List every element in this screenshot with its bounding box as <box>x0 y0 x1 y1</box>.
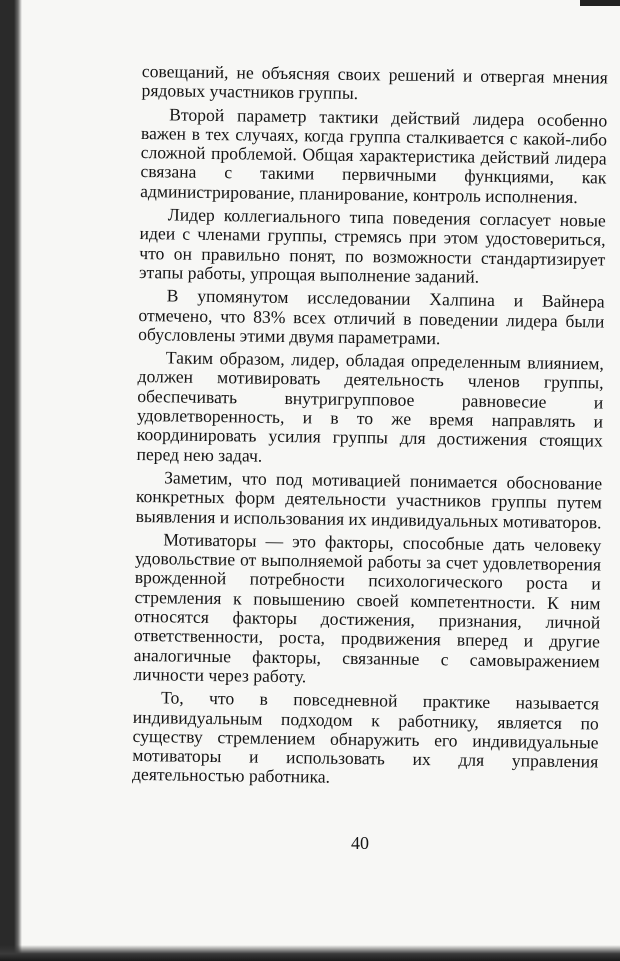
paragraph-8: То, что в повседневной практике называется индивидуальным подходом к работнику, является по существу стремлением обнаружить его индивидуальные мотиваторы и использовать их для управления деятельностью работника. <box>131 687 600 788</box>
paragraph-4: В упомянутом исследовании Халпина и Вайнера отмечено, что 83% всех отличий в поведении лидера были обусловлены этими двумя параметрами. <box>138 285 605 349</box>
paragraph-2: Второй параметр тактики действий лидера особенно важен в тех случаях, когда группа сталкивается с какой-либо сложной проблемой. Общая характеристика действий лидера связана с такими первичными функциями, как администрирование, планирование, контроль исполнения. <box>140 103 608 207</box>
paragraph-6: Заметим, что под мотивацией понимается обоснование конкретных форм деятельности участников группы путем выявления и использования их индивидуальных мотиваторов. <box>135 467 603 532</box>
scan-shadow-left <box>0 0 22 961</box>
page-number: 40 <box>351 833 369 853</box>
paragraph-1: совещаний, не объясняя своих решений и отвергая мнения рядовых участников группы. <box>141 61 608 104</box>
scan-shadow-bottom <box>0 945 620 961</box>
scan-mark-top <box>580 0 620 6</box>
paragraph-3: Лидер коллегиального типа поведения согласует новые идеи с членами группы, стремясь при этом удостовериться, что он правильно понят, по возможности стандартизирует этапы работы, упрощая выполнение заданий. <box>138 204 606 287</box>
paragraph-5: Таким образом, лидер, обладая определенным влиянием, должен мотивировать деятельность членов группы, обеспечивать внутригрупповое равновесие и удовлетворенность, и в то же время направлять и координировать усилия группы для достижения стоящих перед нею задач. <box>136 347 604 466</box>
page-body <box>132 62 608 791</box>
paragraph-7: Мотиваторы — это факторы, способные дать человеку удовольствие от выполняемой работы за счет удовлетворения врожденной потребности психологического роста и стремления к повышению своей компетентности. К ним относятся факторы достижения, признания, личной ответственности, роста, продвижения вперед и другие аналогичные факторы, связанные с самовыражением личности через работу. <box>133 529 602 687</box>
